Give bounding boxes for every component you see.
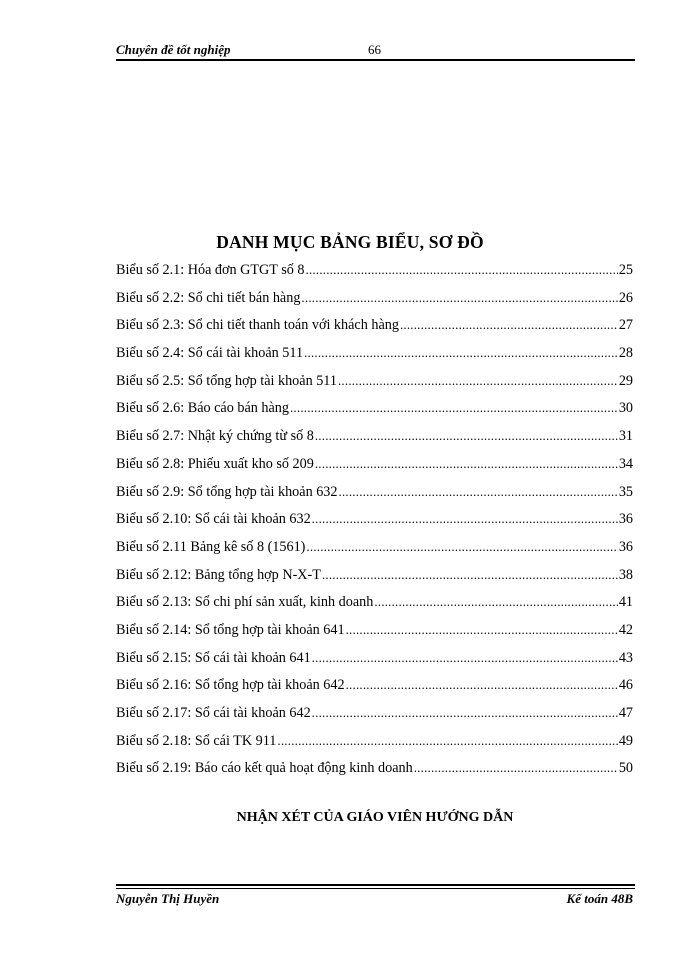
- toc-entry-page: 46: [618, 677, 633, 694]
- header-rule: [116, 59, 635, 61]
- toc-leader-dots: [301, 290, 617, 306]
- toc-entry-label: Biểu số 2.3: Sổ chi tiết thanh toán với khách hàng: [116, 317, 399, 334]
- toc-entry-page: 38: [618, 566, 633, 583]
- toc-entry-page: 35: [618, 483, 633, 500]
- toc-entry-page: 27: [618, 317, 633, 334]
- toc-entry: [116, 539, 633, 567]
- toc-leader-dots: [304, 345, 618, 361]
- toc-entry-label: Biểu số 2.9: Sổ tổng hợp tài khoản 632: [116, 483, 338, 500]
- toc-entry: [116, 677, 633, 705]
- toc-entry: [116, 622, 633, 650]
- page-title: DANH MỤC BẢNG BIỂU, SƠ ĐỒ: [216, 232, 484, 252]
- header-document-type: Chuyên đề tốt nghiệp: [116, 42, 231, 57]
- toc-entry-label: Biểu số 2.8: Phiếu xuất kho số 209: [116, 455, 314, 472]
- toc-entry: [116, 456, 633, 484]
- toc-leader-dots: [306, 262, 618, 278]
- toc-entry: [116, 400, 633, 428]
- toc-entry-page: 31: [618, 428, 633, 445]
- toc-entry-label: Biểu số 2.15: Sổ cái tài khoản 641: [116, 649, 311, 666]
- toc-leader-dots: [277, 733, 617, 749]
- toc-leader-dots: [322, 567, 618, 583]
- footer-author: Nguyễn Thị Huyền: [116, 891, 220, 906]
- toc-entry-label: Biểu số 2.7: Nhật ký chứng từ số 8: [116, 428, 314, 445]
- toc-leader-dots: [346, 622, 618, 638]
- toc-entry-label: Biểu số 2.5: Sổ tổng hợp tài khoản 511: [116, 372, 337, 389]
- toc-leader-dots: [339, 484, 618, 500]
- toc-entry: [116, 511, 633, 539]
- toc-entry-page: 49: [618, 732, 633, 749]
- toc-entry-label: Biểu số 2.6: Báo cáo bán hàng: [116, 400, 289, 417]
- toc-leader-dots: [290, 400, 618, 416]
- toc-entry: [116, 428, 633, 456]
- toc-entry-page: 25: [618, 262, 633, 278]
- toc-entry: [116, 567, 633, 595]
- toc-entry-label: Biểu số 2.18: Sổ cái TK 911: [116, 732, 277, 749]
- toc-entry-page: 29: [618, 372, 633, 389]
- toc-entry: [116, 705, 633, 733]
- toc-entry-label: Biểu số 2.16: Sổ tổng hợp tài khoản 642: [116, 677, 345, 694]
- toc-entry: [116, 290, 633, 318]
- toc-entry-label: Biểu số 2.13: Sổ chi phí sản xuất, kinh doanh: [116, 594, 374, 611]
- toc-leader-dots: [338, 373, 618, 389]
- toc-entry-page: 36: [618, 511, 633, 528]
- comments-heading: NHẬN XÉT CỦA GIÁO VIÊN HƯỚNG DẪN: [236, 810, 514, 825]
- toc-entry-label: Biểu số 2.1: Hóa đơn GTGT số 8: [116, 262, 305, 278]
- toc-leader-dots: [374, 594, 617, 610]
- toc-entry-page: 43: [618, 649, 633, 666]
- toc-entry-page: 47: [618, 705, 633, 721]
- toc-entry: [116, 317, 633, 345]
- footer-rule: [116, 884, 635, 889]
- toc-entry-page: 42: [618, 621, 633, 638]
- toc-entry-label: Biểu số 2.11 Bảng kê số 8 (1561): [116, 538, 306, 555]
- toc-entry: [116, 650, 633, 678]
- toc-entry-label: Biểu số 2.10: Sổ cái tài khoản 632: [116, 511, 311, 528]
- toc-entry: [116, 262, 633, 290]
- toc-leader-dots: [306, 539, 617, 555]
- toc-entry-page: 34: [618, 455, 633, 472]
- toc-entry-page: 26: [618, 289, 633, 306]
- footer-class: Kế toán 48B: [566, 891, 633, 906]
- toc-entry-page: 50: [618, 760, 633, 777]
- toc-entry: [116, 484, 633, 512]
- toc-entry-label: Biểu số 2.14: Sổ tổng hợp tài khoản 641: [116, 621, 345, 638]
- toc-entry: [116, 733, 633, 761]
- toc-entry-page: 36: [618, 538, 633, 555]
- header-page-number: 66: [368, 42, 381, 57]
- toc-leader-dots: [312, 705, 618, 721]
- toc-entry: [116, 760, 633, 788]
- toc-leader-dots: [414, 760, 618, 776]
- toc-entry-label: Biểu số 2.12: Bảng tổng hợp N-X-T: [116, 566, 321, 583]
- toc-entry-label: Biểu số 2.4: Sổ cái tài khoản 511: [116, 345, 304, 362]
- toc-leader-dots: [315, 428, 618, 444]
- toc-leader-dots: [312, 511, 618, 527]
- toc-entry: [116, 345, 633, 373]
- toc-entry-page: 28: [618, 345, 633, 362]
- table-of-contents: [116, 262, 633, 788]
- toc-entry-page: 41: [618, 594, 633, 611]
- toc-entry-label: Biểu số 2.17: Sổ cái tài khoản 642: [116, 705, 311, 721]
- toc-entry-page: 30: [618, 400, 633, 417]
- toc-entry-label: Biểu số 2.19: Báo cáo kết quả hoạt động kinh doanh: [116, 760, 413, 777]
- toc-leader-dots: [315, 456, 618, 472]
- toc-leader-dots: [312, 650, 618, 666]
- toc-leader-dots: [346, 677, 618, 693]
- toc-leader-dots: [400, 317, 618, 333]
- toc-entry-label: Biểu số 2.2: Sổ chi tiết bán hàng: [116, 289, 301, 306]
- toc-entry: [116, 373, 633, 401]
- toc-entry: [116, 594, 633, 622]
- page-header: [116, 40, 635, 60]
